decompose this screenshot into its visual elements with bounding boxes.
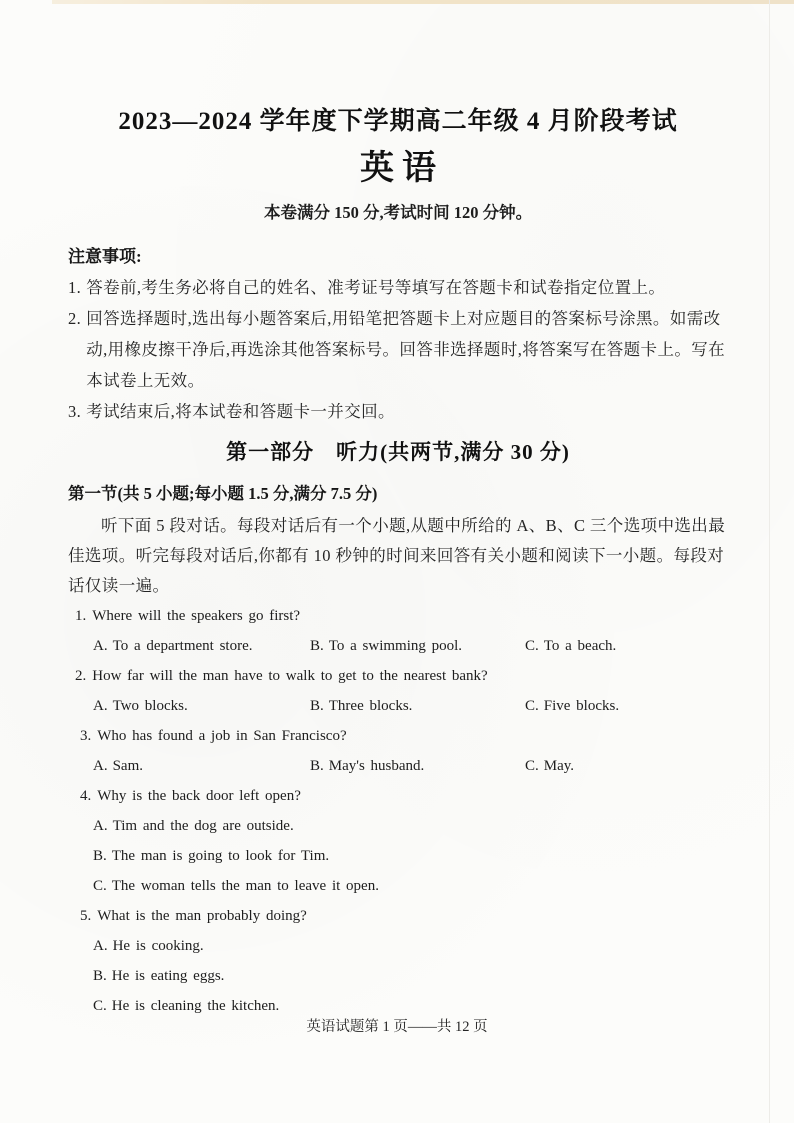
option-b: B. Three blocks. [310, 698, 413, 714]
notice-item-text: 答卷前,考生务必将自己的姓名、准考证号等填写在答题卡和试卷指定位置上。 [86, 278, 666, 297]
option-a: A. Sam. [93, 758, 144, 774]
option-row [93, 751, 728, 781]
part1-section1-heading: 第一节(共 5 小题;每小题 1.5 分,满分 7.5 分) [68, 484, 378, 503]
question-number: 1. [75, 608, 87, 624]
notice-section [68, 242, 728, 427]
exam-header [68, 104, 728, 224]
part1-instructions: 听下面 5 段对话。每段对话后有一个小题,从题中所给的 A、B、C 三个选项中选出最佳选项。听完每段对话后,你都有 10 秒钟的时间来回答有关小题和阅读下一小题。每段对话仅读一遍。 [68, 516, 726, 595]
option-b: B. He is eating eggs. [93, 968, 225, 984]
notice-item-number: 2. [68, 309, 82, 328]
exam-title: 2023—2024 学年度下学期高二年级 4 月阶段考试 [118, 108, 678, 135]
option-a: A. Tim and the dog are outside. [93, 818, 294, 834]
question-text: How far will the man have to walk to get to the nearest bank? [92, 668, 488, 684]
question-text: Where will the speakers go first? [92, 608, 301, 624]
option-b: B. To a swimming pool. [310, 638, 463, 654]
question-text: Who has found a job in San Francisco? [97, 728, 347, 744]
notice-item-number: 1. [68, 278, 82, 297]
option-row [93, 691, 728, 721]
question-3 [68, 721, 728, 781]
option-a: A. He is cooking. [93, 938, 204, 954]
notice-item-2 [68, 303, 728, 396]
question-number: 2. [75, 668, 87, 684]
question-4 [68, 781, 728, 901]
option-a: A. Two blocks. [93, 698, 188, 714]
question-number: 4. [80, 788, 92, 804]
question-2 [68, 661, 728, 721]
option-stack [93, 811, 728, 901]
option-stack [93, 931, 728, 1021]
part1-heading: 第一部分 听力(共两节,满分 30 分) [226, 440, 570, 464]
option-a: A. To a department store. [93, 638, 253, 654]
notice-item-text: 回答选择题时,选出每小题答案后,用铅笔把答题卡上对应题目的答案标号涂黑。如需改动,用橡皮擦干净后,再选涂其他答案标号。回答非选择题时,将答案写在答题卡上。写在本试卷上无效。 [86, 309, 726, 390]
question-text: What is the man probably doing? [97, 908, 307, 924]
question-1 [68, 601, 728, 661]
question-list [68, 601, 728, 1021]
notice-item-number: 3. [68, 402, 82, 421]
option-c: C. He is cleaning the kitchen. [93, 998, 280, 1014]
option-c: C. The woman tells the man to leave it open. [93, 878, 379, 894]
option-row [93, 631, 728, 661]
exam-info-line: 本卷满分 150 分,考试时间 120 分钟。 [263, 203, 533, 222]
option-c: C. May. [525, 758, 575, 774]
subject-title: 英语 [360, 150, 444, 187]
notice-item-1 [68, 272, 728, 303]
notice-item-text: 考试结束后,将本试卷和答题卡一并交回。 [86, 402, 395, 421]
notice-item-3 [68, 396, 728, 427]
option-c: C. Five blocks. [525, 698, 620, 714]
option-b: B. The man is going to look for Tim. [93, 848, 330, 864]
page-footer: 英语试题第 1 页——共 12 页 [306, 1019, 488, 1035]
question-number: 3. [80, 728, 92, 744]
notice-heading: 注意事项: [68, 247, 142, 266]
scan-artifact-top-edge [52, 0, 794, 4]
scan-artifact-right-line [769, 0, 770, 1123]
question-number: 5. [80, 908, 92, 924]
option-b: B. May's husband. [310, 758, 425, 774]
question-5 [68, 901, 728, 1021]
option-c: C. To a beach. [525, 638, 617, 654]
question-text: Why is the back door left open? [97, 788, 301, 804]
